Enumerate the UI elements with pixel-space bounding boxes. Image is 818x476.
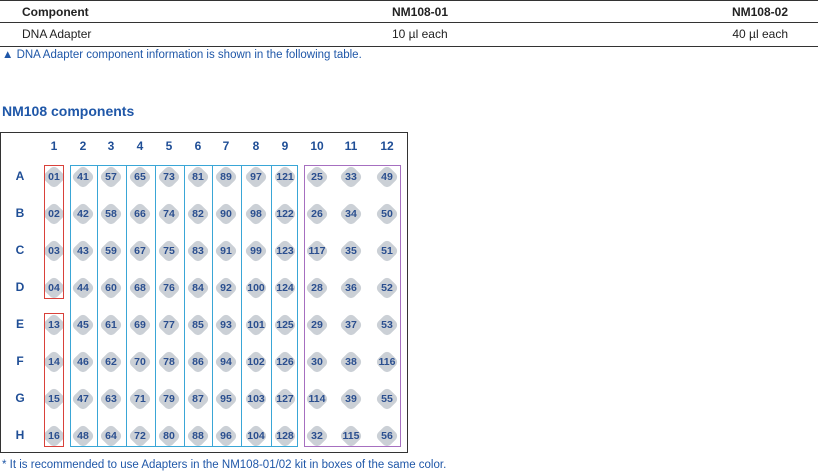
well-label: 114 — [308, 393, 326, 405]
well-label: 43 — [77, 245, 89, 257]
plate-row-label: A — [15, 169, 25, 183]
well-label: 102 — [247, 356, 265, 368]
well-label: 99 — [250, 245, 262, 257]
blue-box-divider — [126, 165, 127, 447]
well-label: 122 — [276, 208, 294, 220]
plate-column-label: 11 — [344, 139, 358, 153]
well-label: 64 — [105, 430, 117, 442]
well-label: 97 — [250, 171, 262, 183]
plate-column-label: 10 — [310, 139, 324, 153]
well-label: 13 — [48, 319, 60, 331]
well-label: 100 — [247, 282, 265, 294]
plate-row-label: D — [15, 280, 25, 294]
well-label: 116 — [378, 356, 396, 368]
well-label: 47 — [77, 393, 89, 405]
header-component: Component — [22, 5, 89, 19]
well-label: 15 — [48, 393, 60, 405]
well-label: 01 — [48, 171, 60, 183]
footnote: * It is recommended to use Adapters in the NM108-01/02 kit in boxes of the same color. — [2, 459, 447, 471]
well-label: 33 — [345, 171, 357, 183]
cell-component-name: DNA Adapter — [22, 27, 92, 41]
well-label: 36 — [345, 282, 357, 294]
plate-row-label: H — [15, 428, 25, 442]
well-label: 35 — [345, 245, 357, 257]
well-label: 93 — [220, 319, 232, 331]
well-label: 115 — [342, 430, 360, 442]
plate-row-label: C — [15, 243, 25, 257]
well-label: 88 — [192, 430, 204, 442]
group-box-red-top — [44, 165, 64, 299]
plate-column-label: 2 — [79, 139, 87, 153]
well-label: 76 — [163, 282, 175, 294]
group-box-red-bottom — [44, 313, 64, 447]
well-label: 87 — [192, 393, 204, 405]
well-label: 89 — [220, 171, 232, 183]
plate-row-label: B — [15, 206, 25, 220]
well-label: 69 — [134, 319, 146, 331]
well-label: 55 — [381, 393, 393, 405]
well-label: 86 — [192, 356, 204, 368]
well-label: 81 — [192, 171, 204, 183]
well-label: 126 — [276, 356, 294, 368]
component-table — [0, 0, 818, 47]
well-label: 51 — [381, 245, 393, 257]
well-label: 58 — [105, 208, 117, 220]
well-label: 95 — [220, 393, 232, 405]
well-label: 75 — [163, 245, 175, 257]
plate-column-label: 1 — [50, 139, 58, 153]
well-label: 02 — [48, 208, 60, 220]
group-box-purple — [304, 165, 401, 447]
well-label: 94 — [220, 356, 232, 368]
well-label: 29 — [311, 319, 323, 331]
plate-column-label: 12 — [380, 139, 394, 153]
table-header-row — [0, 0, 818, 23]
header-nm108-01: NM108-01 — [392, 5, 449, 19]
well-label: 91 — [220, 245, 232, 257]
blue-box-divider — [97, 165, 98, 447]
well-label: 96 — [220, 430, 232, 442]
well-label: 101 — [247, 319, 265, 331]
well-label: 67 — [134, 245, 146, 257]
well-label: 60 — [105, 282, 117, 294]
section-title: NM108 components — [2, 103, 135, 119]
header-nm108-02: NM108-02 — [731, 5, 788, 19]
well-label: 71 — [134, 393, 146, 405]
well-label: 46 — [77, 356, 89, 368]
well-label: 34 — [345, 208, 357, 220]
blue-box-divider — [271, 165, 272, 447]
cell-nm108-01-amount: 10 µl each — [392, 27, 448, 41]
well-label: 49 — [381, 171, 393, 183]
well-label: 42 — [77, 208, 89, 220]
plate-column-label: 3 — [107, 139, 115, 153]
well-label: 26 — [311, 208, 323, 220]
well-label: 70 — [134, 356, 146, 368]
well-label: 53 — [381, 319, 393, 331]
plate-column-label: 4 — [136, 139, 144, 153]
well-label: 79 — [163, 393, 175, 405]
well-label: 92 — [220, 282, 232, 294]
cell-nm108-02-amount: 40 µl each — [732, 27, 788, 41]
well-label: 65 — [134, 171, 146, 183]
blue-box-divider — [241, 165, 242, 447]
well-label: 77 — [163, 319, 175, 331]
well-label: 25 — [311, 171, 323, 183]
well-label: 98 — [250, 208, 262, 220]
blue-box-divider — [184, 165, 185, 447]
well-label: 37 — [345, 319, 357, 331]
blue-box-divider — [155, 165, 156, 447]
well-label: 59 — [105, 245, 117, 257]
well-label: 83 — [192, 245, 204, 257]
well-label: 28 — [311, 282, 323, 294]
well-label: 44 — [77, 282, 89, 294]
well-label: 50 — [381, 208, 393, 220]
plate-column-label: 7 — [222, 139, 230, 153]
well-label: 123 — [276, 245, 294, 257]
well-label: 103 — [247, 393, 265, 405]
plate-row-label: F — [16, 354, 24, 368]
well-label: 45 — [77, 319, 89, 331]
well-label: 61 — [105, 319, 117, 331]
well-label: 104 — [247, 430, 265, 442]
well-label: 63 — [105, 393, 117, 405]
well-label: 68 — [134, 282, 146, 294]
well-label: 121 — [276, 171, 294, 183]
well-label: 14 — [48, 356, 60, 368]
well-label: 90 — [220, 208, 232, 220]
well-label: 127 — [276, 393, 294, 405]
well-label: 52 — [381, 282, 393, 294]
plate-column-label: 6 — [194, 139, 202, 153]
well-label: 32 — [311, 430, 323, 442]
plate-column-label: 5 — [165, 139, 173, 153]
well-label: 82 — [192, 208, 204, 220]
well-label: 62 — [105, 356, 117, 368]
blue-box-divider — [212, 165, 213, 447]
well-label: 74 — [163, 208, 175, 220]
well-label: 85 — [192, 319, 204, 331]
well-label: 03 — [48, 245, 60, 257]
plate-row-label: G — [15, 391, 25, 405]
well-label: 73 — [163, 171, 175, 183]
well-label: 04 — [48, 282, 60, 294]
well-label: 66 — [134, 208, 146, 220]
table-note: ▲ DNA Adapter component information is shown in the following table. — [2, 49, 362, 61]
well-label: 117 — [308, 245, 326, 257]
plate-column-label: 8 — [252, 139, 260, 153]
well-label: 39 — [345, 393, 357, 405]
well-label: 41 — [77, 171, 89, 183]
well-label: 30 — [311, 356, 323, 368]
well-label: 16 — [48, 430, 60, 442]
plate-column-label: 9 — [281, 139, 289, 153]
well-label: 84 — [192, 282, 204, 294]
well-label: 56 — [381, 430, 393, 442]
well-label: 124 — [276, 282, 294, 294]
well-label: 48 — [77, 430, 89, 442]
well-label: 72 — [134, 430, 146, 442]
well-label: 80 — [163, 430, 175, 442]
well-label: 38 — [345, 356, 357, 368]
table-row — [0, 23, 818, 47]
plate-row-label: E — [15, 317, 24, 331]
well-label: 78 — [163, 356, 175, 368]
well-label: 128 — [276, 430, 294, 442]
well-label: 125 — [276, 319, 294, 331]
well-label: 57 — [105, 171, 117, 183]
